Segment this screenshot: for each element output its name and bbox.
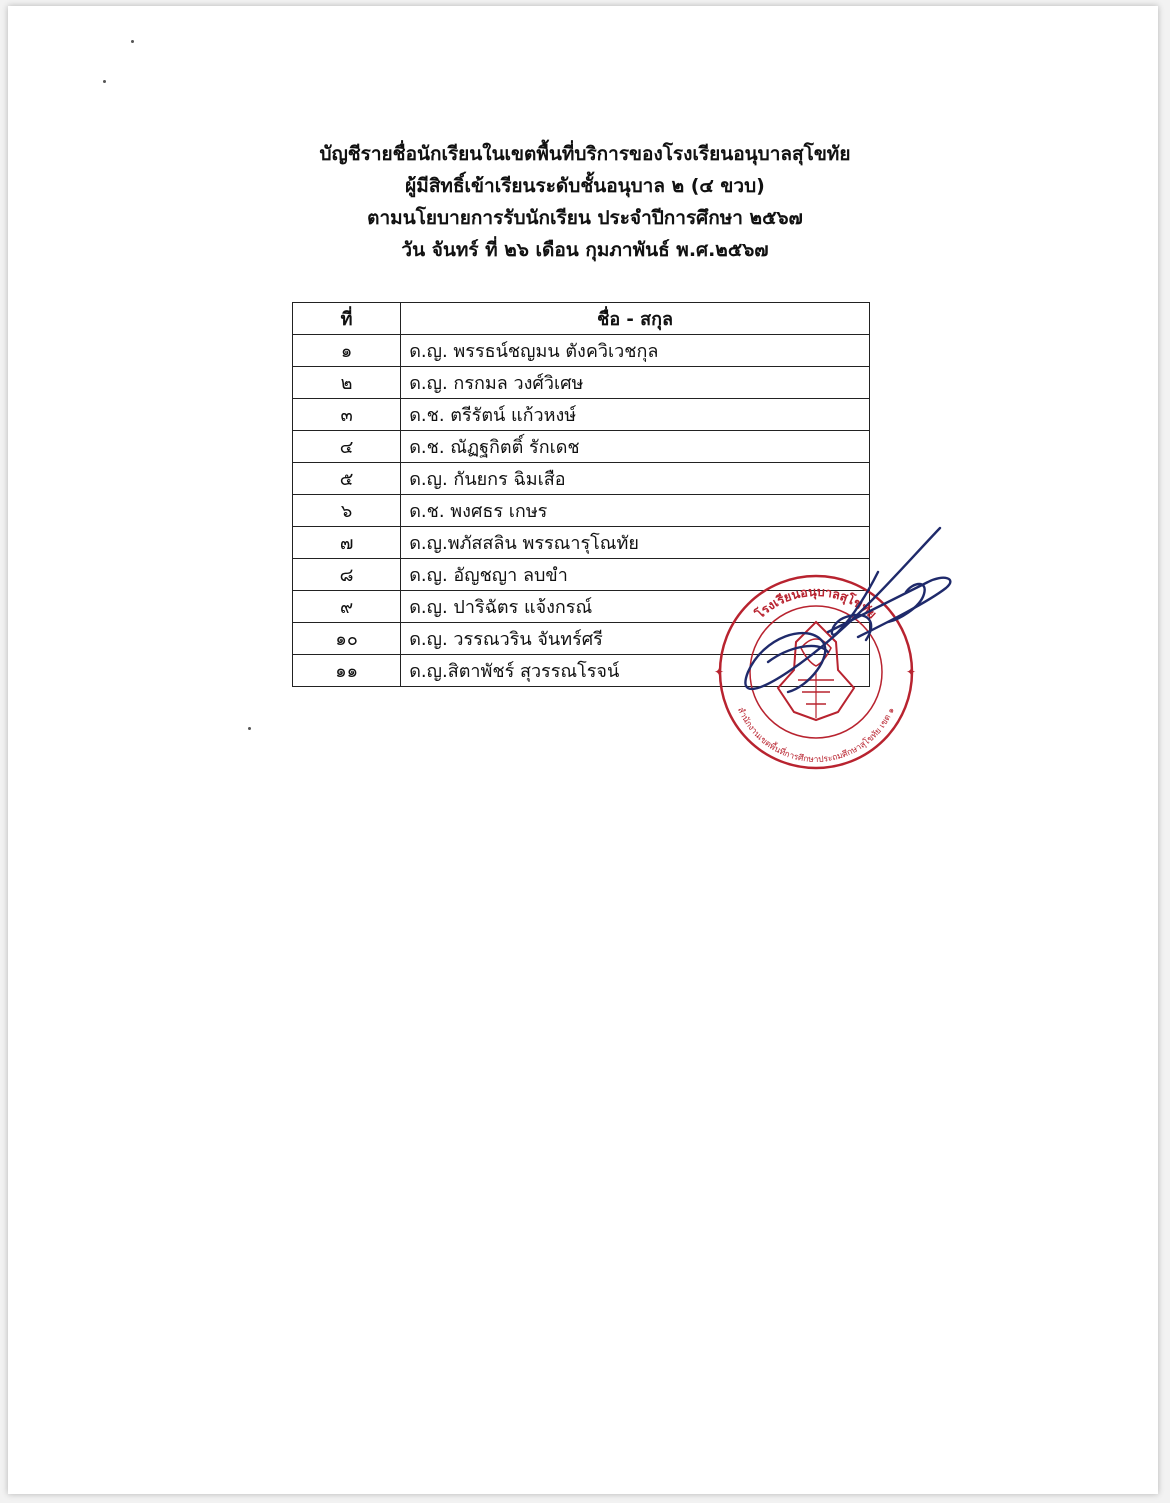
row-number: ๖ bbox=[293, 495, 401, 527]
student-name: ด.ญ. วรรณวริน จันทร์ศรี bbox=[401, 623, 870, 655]
student-name: ด.ญ. กันยกร ฉิมเสือ bbox=[401, 463, 870, 495]
table-row bbox=[293, 463, 870, 495]
row-number: ๘ bbox=[293, 559, 401, 591]
row-number: ๙ bbox=[293, 591, 401, 623]
heading-line-2: ผู้มีสิทธิ์เข้าเรียนระดับชั้นอนุบาล ๒ (๔ ขวบ) bbox=[405, 175, 765, 197]
row-number: ๗ bbox=[293, 527, 401, 559]
row-number: ๔ bbox=[293, 431, 401, 463]
scan-speck bbox=[103, 80, 106, 83]
table-row bbox=[293, 335, 870, 367]
heading-line-1: บัญชีรายชื่อนักเรียนในเขตพื้นที่บริการของโรงเรียนอนุบาลสุโขทัย bbox=[319, 143, 851, 165]
column-header-number: ที่ bbox=[293, 303, 401, 335]
heading-line-3: ตามนโยบายการรับนักเรียน ประจำปีการศึกษา ๒๕๖๗ bbox=[367, 207, 803, 229]
row-number: ๓ bbox=[293, 399, 401, 431]
student-name: ด.ช. ตรีรัตน์ แก้วหงษ์ bbox=[401, 399, 870, 431]
svg-text:✦: ✦ bbox=[906, 665, 917, 679]
student-name: ด.ญ. พรรธน์ชญมน ตังควิเวชกุล bbox=[401, 335, 870, 367]
row-number: ๒ bbox=[293, 367, 401, 399]
column-header-name: ชื่อ - สกุล bbox=[401, 303, 870, 335]
heading-line-4: วัน จันทร์ ที่ ๒๖ เดือน กุมภาพันธ์ พ.ศ.๒๕๖๗ bbox=[401, 239, 769, 261]
table-row bbox=[293, 431, 870, 463]
student-name: ด.ช. พงศธร เกษร bbox=[401, 495, 870, 527]
student-name: ด.ญ. ปาริฉัตร แจ้งกรณ์ bbox=[401, 591, 870, 623]
seal-top-text: โรงเรียนอนุบาลสุโขทัย bbox=[752, 583, 880, 622]
table-row bbox=[293, 367, 870, 399]
row-number: ๑๑ bbox=[293, 655, 401, 687]
student-name: ด.ญ. อัญชญา ลบขำ bbox=[401, 559, 870, 591]
student-name: ด.ช. ณัฏฐกิตติ์ รักเดช bbox=[401, 431, 870, 463]
student-name: ด.ญ. กรกมล วงศ์วิเศษ bbox=[401, 367, 870, 399]
row-number: ๑ bbox=[293, 335, 401, 367]
table-row bbox=[293, 399, 870, 431]
svg-text:✦: ✦ bbox=[714, 665, 725, 679]
document-heading bbox=[0, 138, 1170, 266]
student-name: ด.ญ.สิตาพัชร์ สุวรรณโรจน์ bbox=[401, 655, 870, 687]
row-number: ๕ bbox=[293, 463, 401, 495]
table-header-row bbox=[293, 303, 870, 335]
row-number: ๑๐ bbox=[293, 623, 401, 655]
student-name: ด.ญ.พภัสสลิน พรรณารุโณทัย bbox=[401, 527, 870, 559]
handwritten-signature bbox=[728, 522, 968, 722]
seal-bottom-text: สำนักงานเขตพื้นที่การศึกษาประถมศึกษาสุโขทัย เขต ๑ bbox=[735, 706, 897, 766]
scan-speck bbox=[131, 40, 134, 43]
scan-speck bbox=[248, 727, 251, 730]
